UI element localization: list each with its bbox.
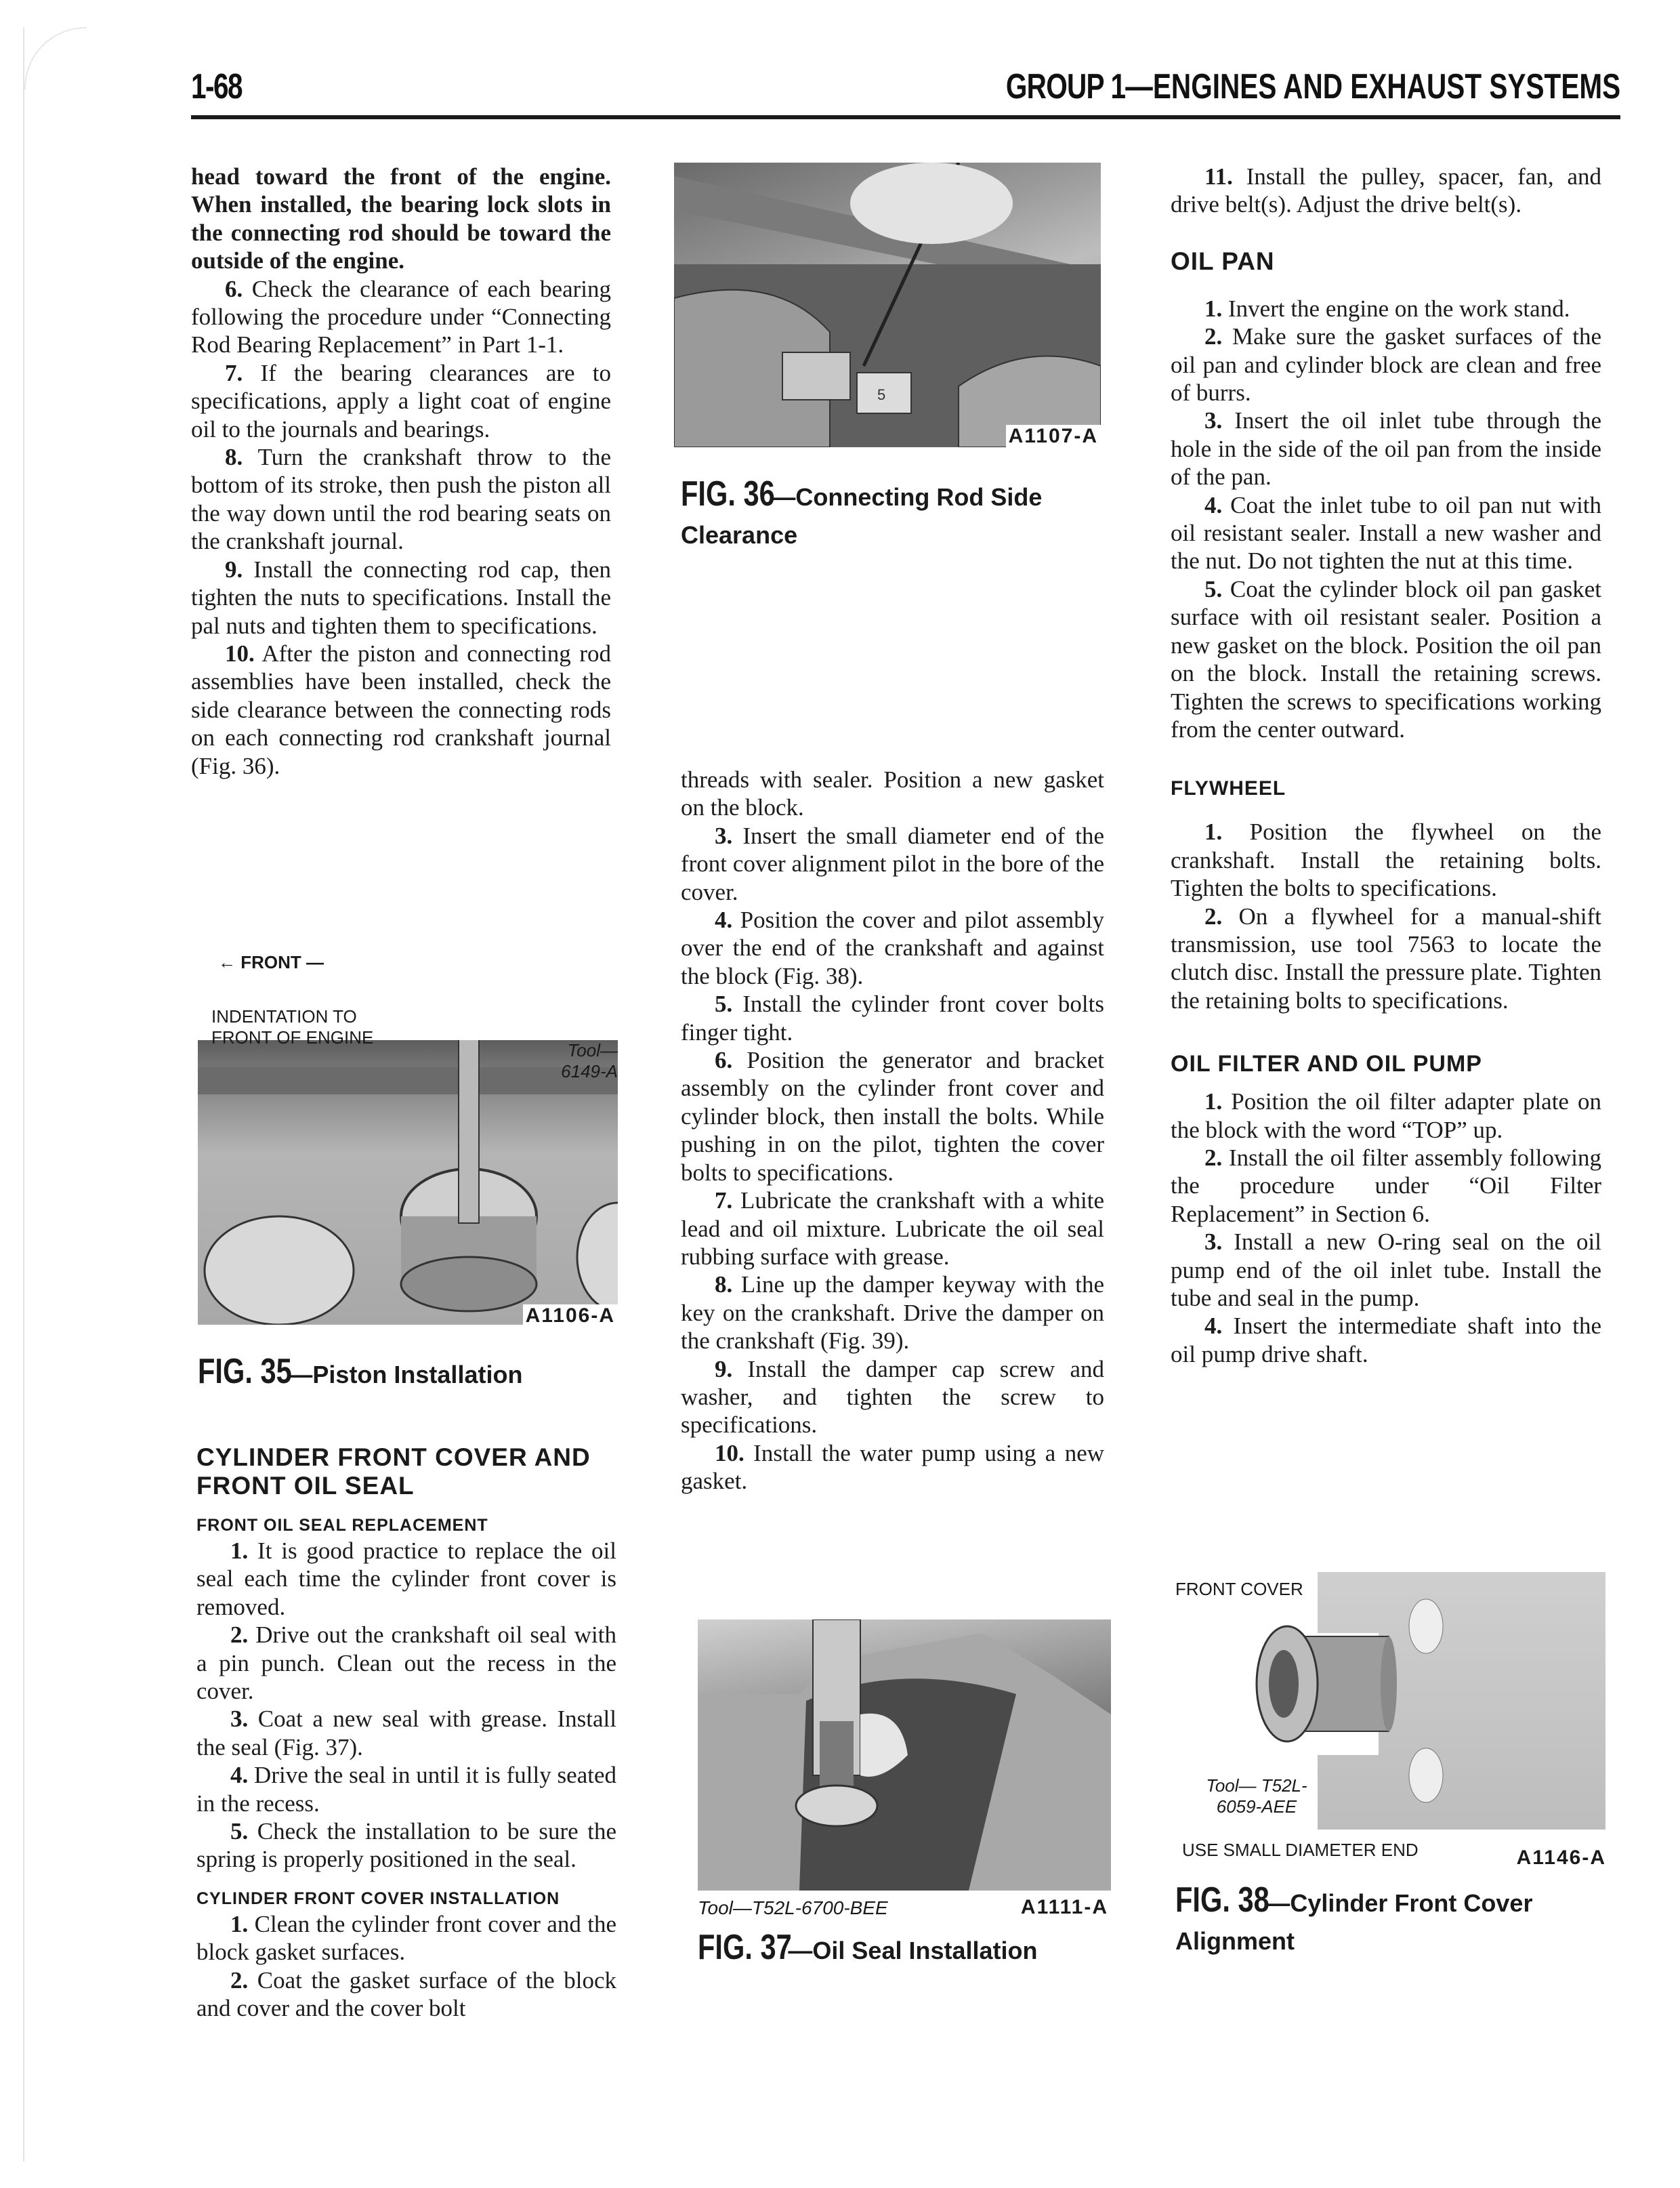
figure-code: A1106-A: [523, 1304, 618, 1327]
figure-36: [674, 159, 1108, 742]
step: 1. Position the oil filter adapter plate on the block with the word “TOP” up.: [1171, 1088, 1602, 1143]
group-title: [1006, 66, 1620, 107]
step: 10. After the piston and connecting rod assemblies have been installed, check the side clearance between the connecting rods on each connecting rod crankshaft journal (Fig. 36).: [191, 640, 611, 779]
column-1: [191, 163, 611, 780]
oil-filter-heading: OIL FILTER AND OIL PUMP: [1171, 1051, 1482, 1077]
oil-seal-illustration: [698, 1619, 1111, 1891]
step: 11. Install the pulley, spacer, fan, and drive belt(s). Adjust the drive belt(s).: [1171, 163, 1602, 218]
figure-title: —Connecting Rod Side Clearance: [681, 483, 1043, 549]
step: 1. Clean the cylinder front cover and the block gasket surfaces.: [196, 1910, 616, 1966]
figure-caption: [698, 1928, 1118, 1973]
step: 2. On a flywheel for a manual-shift transmission, use tool 7563 to locate the clutch disc. Install the pressure plate. Tighten the retaining bolts to specifications.: [1171, 903, 1601, 1014]
step: 2. Coat the gasket surface of the block and cover and the cover bolt: [196, 1966, 617, 2022]
flywheel-heading: FLYWHEEL: [1171, 777, 1286, 800]
step: 1. Position the flywheel on the crankshaft. Install the retaining bolts. Tighten the bolts to specifications.: [1171, 819, 1601, 902]
step: 3. Coat a new seal with grease. Install the seal (Fig. 37).: [196, 1706, 617, 1760]
step: 3. Install a new O-ring seal on the oil pump end of the oil inlet tube. Install the tube and seal in the pump.: [1171, 1229, 1601, 1311]
step: 2. Make sure the gasket surfaces of the oil pan and cylinder block are clean and free of burrs.: [1171, 323, 1601, 407]
column-2: [681, 766, 1104, 1495]
subsection-heading: FRONT OIL SEAL REPLACEMENT: [196, 1516, 488, 1535]
connecting-rod-illustration: [674, 163, 1101, 447]
connecting-rod-photo: [674, 163, 1101, 447]
tool-label: Tool—T52L-6700-BEE: [698, 1897, 888, 1918]
step: 2. Drive out the crankshaft oil seal with a pin punch. Clean out the recess in the cover.: [196, 1622, 616, 1705]
step: 5. Coat the cylinder block oil pan gasket surface with oil resistant sealer. Position a new gasket on the block. Position the oil pan on the block. Install the retaining screws. Tighten the screws to specifications working from the center outward.: [1171, 575, 1601, 743]
figure-number: FIG. 38: [1175, 1880, 1269, 1920]
page-scan-corner: [24, 27, 87, 89]
front-cover-label: FRONT COVER: [1175, 1579, 1303, 1599]
column-1-lower: [196, 1443, 616, 2023]
group-title-rest: —ENGINES AND EXHAUST SYSTEMS: [1125, 67, 1620, 106]
step: 2. Install the oil filter assembly following the procedure under “Oil Filter Replacement” in Section 6.: [1171, 1144, 1601, 1227]
figure-title: —Oil Seal Installation: [788, 1937, 1038, 1964]
step: 5. Install the cylinder front cover bolts finger tight.: [681, 991, 1104, 1046]
step: 8. Turn the crankshaft throw to the bottom of its stroke, then push the piston all the way down until the rod bearing seats on the crankshaft journal.: [191, 444, 611, 555]
column-3: [1171, 163, 1601, 1368]
step: 1. It is good practice to replace the oil seal each time the cylinder front cover is removed.: [196, 1537, 616, 1620]
step: 3. Insert the oil inlet tube through the hole in the side of the oil pan from the inside of the pan.: [1171, 407, 1601, 491]
step: 9. Install the connecting rod cap, then tighten the nuts to specifications. Install the pal nuts and tighten them to specifications.: [191, 556, 611, 639]
page-number: 1-68: [191, 67, 242, 106]
step: 4. Drive the seal in until it is fully seated in the recess.: [196, 1762, 616, 1817]
oil-pan-heading: OIL PAN: [1171, 247, 1275, 275]
subsection-heading: CYLINDER FRONT COVER INSTALLATION: [196, 1888, 560, 1908]
step: 3. Insert the small diameter end of the front cover alignment pilot in the bore of the cover.: [681, 822, 1104, 905]
section-heading: CYLINDER FRONT COVER AND FRONT OIL SEAL: [196, 1443, 591, 1500]
figure-number: FIG. 35: [198, 1352, 292, 1391]
page-scan-edge: [23, 27, 24, 2162]
step: 10. Install the water pump using a new gasket.: [681, 1439, 1105, 1495]
step: 7. If the bearing clearances are to specifications, apply a light coat of engine oil to the journals and bearings.: [191, 359, 611, 442]
group-title-bold: GROUP 1: [1005, 67, 1126, 106]
alignment-pilot-tool: [1246, 1619, 1409, 1755]
figure-caption: [681, 474, 1101, 557]
small-diameter-label: USE SMALL DIAMETER END: [1182, 1840, 1419, 1860]
figure-title: —Piston Installation: [288, 1361, 523, 1388]
step: 4. Position the cover and pilot assembly over the end of the crankshaft and against the block (Fig. 38).: [681, 907, 1104, 989]
continuation-text: threads with sealer. Position a new gasket on the block.: [681, 766, 1104, 821]
step: 9. Install the damper cap screw and washer, and tighten the screw to specifications.: [681, 1355, 1104, 1439]
oil-seal-photo: [698, 1619, 1111, 1891]
figure-number: FIG. 36: [681, 474, 775, 514]
figure-code: A1111-A: [1018, 1896, 1111, 1919]
step: 1. Invert the engine on the work stand.: [1204, 295, 1570, 322]
figure-caption: [1175, 1880, 1595, 1963]
piston-illustration: [198, 1040, 618, 1325]
figure-code: A1146-A: [1514, 1846, 1609, 1870]
bold-intro: head toward the front of the engine. When installed, the bearing lock slots in the connecting rod should be toward the outside of the engine.: [191, 163, 611, 274]
tool-label: Tool— T52L-6059-AEE: [1206, 1775, 1307, 1817]
figure-number: FIG. 37: [698, 1928, 792, 1967]
step: 6. Position the generator and bracket assembly on the cylinder front cover and cylinder block, then install the bolts. While pushing in on the pilot, tighten the cover bolts to specifications.: [681, 1047, 1104, 1186]
header-rule: [191, 115, 1620, 119]
page-header: [191, 66, 1620, 115]
figure-title: —Cylinder Front Cover Alignment: [1175, 1889, 1533, 1955]
front-arrow-label: ← FRONT —: [218, 952, 324, 972]
rod-stamp-5: 5: [877, 386, 886, 403]
tool-label: Tool— 6149-A: [561, 1040, 618, 1081]
step: 6. Check the clearance of each bearing following the procedure under “Connecting Rod Bearing Replacement” in Part 1-1.: [191, 275, 611, 358]
piston-photo: [198, 1040, 618, 1325]
step: 8. Line up the damper keyway with the key on the crankshaft. Drive the damper on the crankshaft (Fig. 39).: [681, 1271, 1104, 1355]
indentation-label: INDENTATION TO FRONT OF ENGINE: [211, 1006, 374, 1048]
step: 7. Lubricate the crankshaft with a white lead and oil mixture. Lubricate the oil seal rubbing surface with grease.: [681, 1187, 1105, 1270]
step: 4. Coat the inlet tube to oil pan nut with oil resistant sealer. Install a new washer and the nut. Do not tighten the nut at this time.: [1171, 491, 1602, 575]
step: 4. Insert the intermediate shaft into the oil pump drive shaft.: [1171, 1313, 1602, 1367]
figure-code: A1107-A: [1006, 425, 1101, 448]
figure-35: [191, 938, 625, 1413]
figure-caption: [198, 1352, 631, 1397]
figure-37: [677, 1606, 1114, 2053]
step: 5. Check the installation to be sure the spring is properly positioned in the seal.: [196, 1818, 616, 1873]
figure-38: [1152, 1572, 1612, 2060]
